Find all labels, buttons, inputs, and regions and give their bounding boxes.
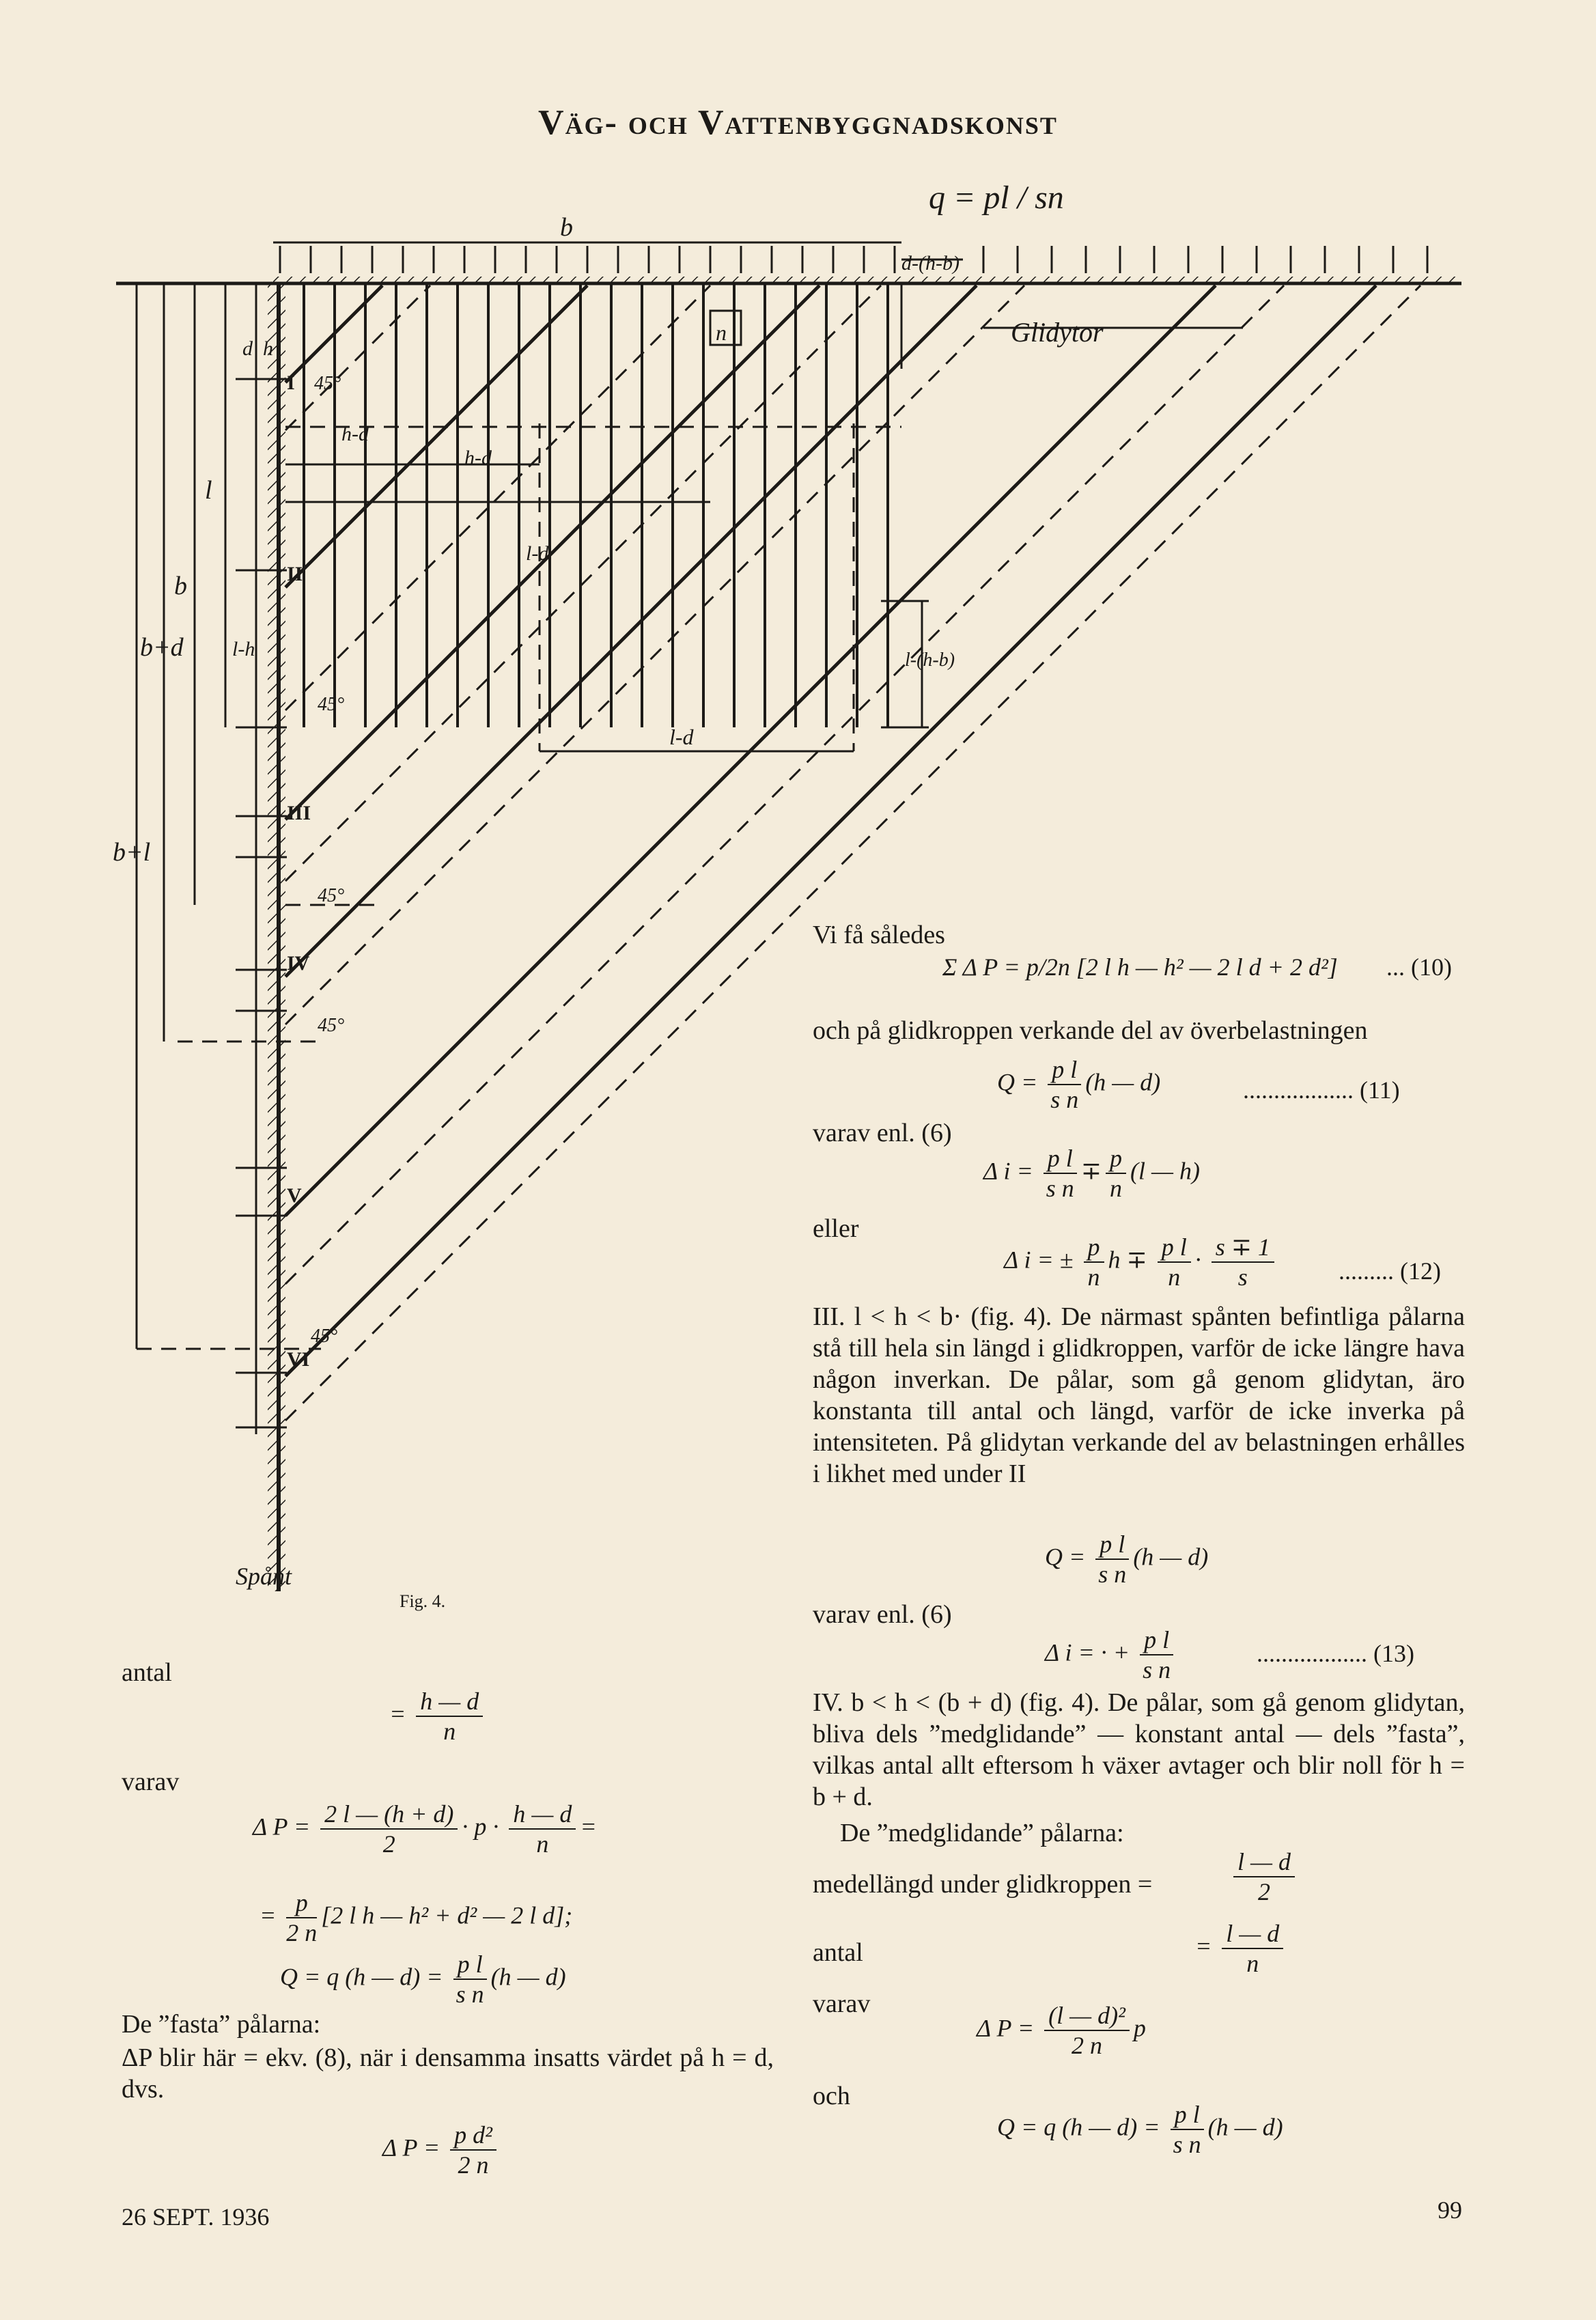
equation-13: Δ i = · + $\frac{\text{p l}}{\text{s n}}$: [1045, 1625, 1177, 1684]
roman-vi: VI: [287, 1348, 310, 1371]
roman-ii: II: [287, 563, 303, 585]
equation-dp-fasta: Δ P = $\frac{\text{p d²}}{2 n}$: [382, 2121, 501, 2179]
label-b: b: [174, 572, 187, 600]
label-l-minus-d-horizontal: l-d: [669, 725, 694, 749]
label-l-minus-d-vertical: l-d: [526, 542, 549, 565]
label-h-minus-d-1: h-d: [341, 423, 369, 445]
text-medellangd: medellängd under glidkroppen =: [813, 1870, 1153, 1899]
equation-dp-medglid: Δ P = $\frac{\text{(l — d)²}}{2 n}$ p: [977, 2002, 1146, 2059]
angle-45-2: 45°: [318, 694, 345, 715]
label-h-minus-d-2: h-d: [464, 447, 492, 469]
label-d: d: [242, 337, 253, 360]
roman-i: I: [287, 372, 295, 394]
label-b-plus-l: b+l: [113, 838, 151, 867]
load-formula: q = pl / sn: [929, 180, 1064, 216]
angle-45-3: 45°: [318, 885, 345, 906]
label-l-minus-h: l-h: [232, 638, 255, 660]
label-d-h-b: d-(h-b): [901, 252, 960, 275]
angle-45-4: 45°: [318, 1015, 345, 1036]
roman-v: V: [287, 1184, 302, 1207]
label-l: l: [205, 476, 212, 505]
equation-13-number: .................. (13): [1257, 1640, 1414, 1667]
paragraph-dp-ekv: ΔP blir här = ekv. (8), när i densamma insatts värdet på h = d, dvs.: [122, 2043, 774, 2104]
paragraph-iv: IV. b < h < (b + d) (fig. 4). De pålar, som gå genom glidytan, bliva dels ”medglidande” — konstant antal — dels ”fasta”, vilkas antal allt eftersom h växer avtager och blir noll för h = b + d.: [813, 1688, 1465, 1811]
text-antal-right: antal: [813, 1938, 863, 1967]
label-n: n: [716, 320, 727, 345]
label-spont: Spånt: [236, 1563, 292, 1590]
paragraph-iii: III. l < h < b· (fig. 4). De närmast spånten befintliga pålarna stå till hela sin längd i glidkroppen, varför de icke längre hava någon inverkan. De pålar, som gå genom glidytan, äro konstanta till antal och längd, varför de icke inverka på intensiteten. På glidytan verkande del av belastningen erhålles i likhet med under II: [813, 1302, 1465, 1488]
fraction-antal-right: = $\frac{l — d}{n}$: [1195, 1919, 1287, 1978]
text-vi-fa: Vi få således: [813, 921, 945, 949]
figure-caption: Fig. 4.: [400, 1591, 446, 1611]
text-varav-enl-6: varav enl. (6): [813, 1119, 952, 1147]
equation-10: Σ Δ P = p/2n [2 l h — h² — 2 l d + 2 d²]: [942, 953, 1338, 981]
label-l-hb: l-(h-b): [905, 649, 955, 671]
text-varav-left: varav: [122, 1767, 180, 1796]
equation-delta-i-1: Δ i = $\frac{\text{p l}}{\text{s n}}$ ∓ $\frac{p}{n}$ (l — h): [983, 1145, 1200, 1202]
equation-dp-left-1: Δ P = $\frac{2 l — (h + d)}{2}$ · p · $\frac{h — d}{n}$ =: [253, 1800, 597, 1858]
equation-q-iii: Q = $\frac{\text{p l}}{\text{s n}}$ (h — d): [1045, 1531, 1209, 1588]
text-fasta: De ”fasta” pålarna:: [122, 2010, 321, 2039]
text-och: och: [813, 2082, 850, 2110]
page-header: Väg- och Vattenbyggnadskonst: [538, 103, 1058, 142]
text-antal-left: antal: [122, 1658, 172, 1687]
label-b-plus-d: b+d: [140, 633, 184, 662]
roman-iv: IV: [287, 952, 310, 975]
roman-iii: III: [287, 802, 311, 824]
label-glidytor: Glidytor: [1011, 317, 1104, 348]
angle-45-1: 45°: [314, 373, 341, 394]
equation-11-number: .................. (11): [1243, 1076, 1400, 1104]
text-varav-enl-6b: varav enl. (6): [813, 1600, 952, 1629]
equation-dp-left-2: = $\frac{p}{2 n}$ [2 l h — h² + d² — 2 l d];: [260, 1889, 573, 1946]
text-medglidande: De ”medglidande” pålarna:: [840, 1819, 1124, 1847]
equation-12: Δ i = ± $\frac{p}{n}$ h ∓ $\frac{\text{p l}}{n}$ · $\frac{s \mp 1}{s}$: [1004, 1233, 1278, 1291]
footer-date: 26 SEPT. 1936: [122, 2203, 270, 2231]
angle-45-5: 45°: [311, 1326, 338, 1347]
label-b-top: b: [560, 213, 573, 242]
fraction-medellangd: $\frac{l — d}{2}$: [1229, 1847, 1299, 1906]
equation-q-iv: Q = q (h — d) = $\frac{\text{p l}}{\text{s n}}$ (h — d): [997, 2101, 1283, 2158]
equation-10-number: ... (10): [1386, 953, 1452, 981]
equation-q-left: Q = q (h — d) = $\frac{\text{p l}}{\text{s n}}$ (h — d): [280, 1951, 566, 2008]
text-och-pa: och på glidkroppen verkande del av överbelastningen: [813, 1016, 1368, 1045]
fraction-antal-left: = $\frac{h — d}{n}$: [389, 1687, 487, 1746]
page-number: 99: [1438, 2196, 1462, 2224]
text-eller: eller: [813, 1214, 859, 1243]
label-h-top: h: [263, 337, 273, 360]
equation-11: Q = $\frac{\text{p l}}{\text{s n}}$ (h — d): [997, 1056, 1161, 1113]
text-varav-right: varav: [813, 1989, 871, 2018]
equation-12-number: ......... (12): [1339, 1257, 1441, 1285]
